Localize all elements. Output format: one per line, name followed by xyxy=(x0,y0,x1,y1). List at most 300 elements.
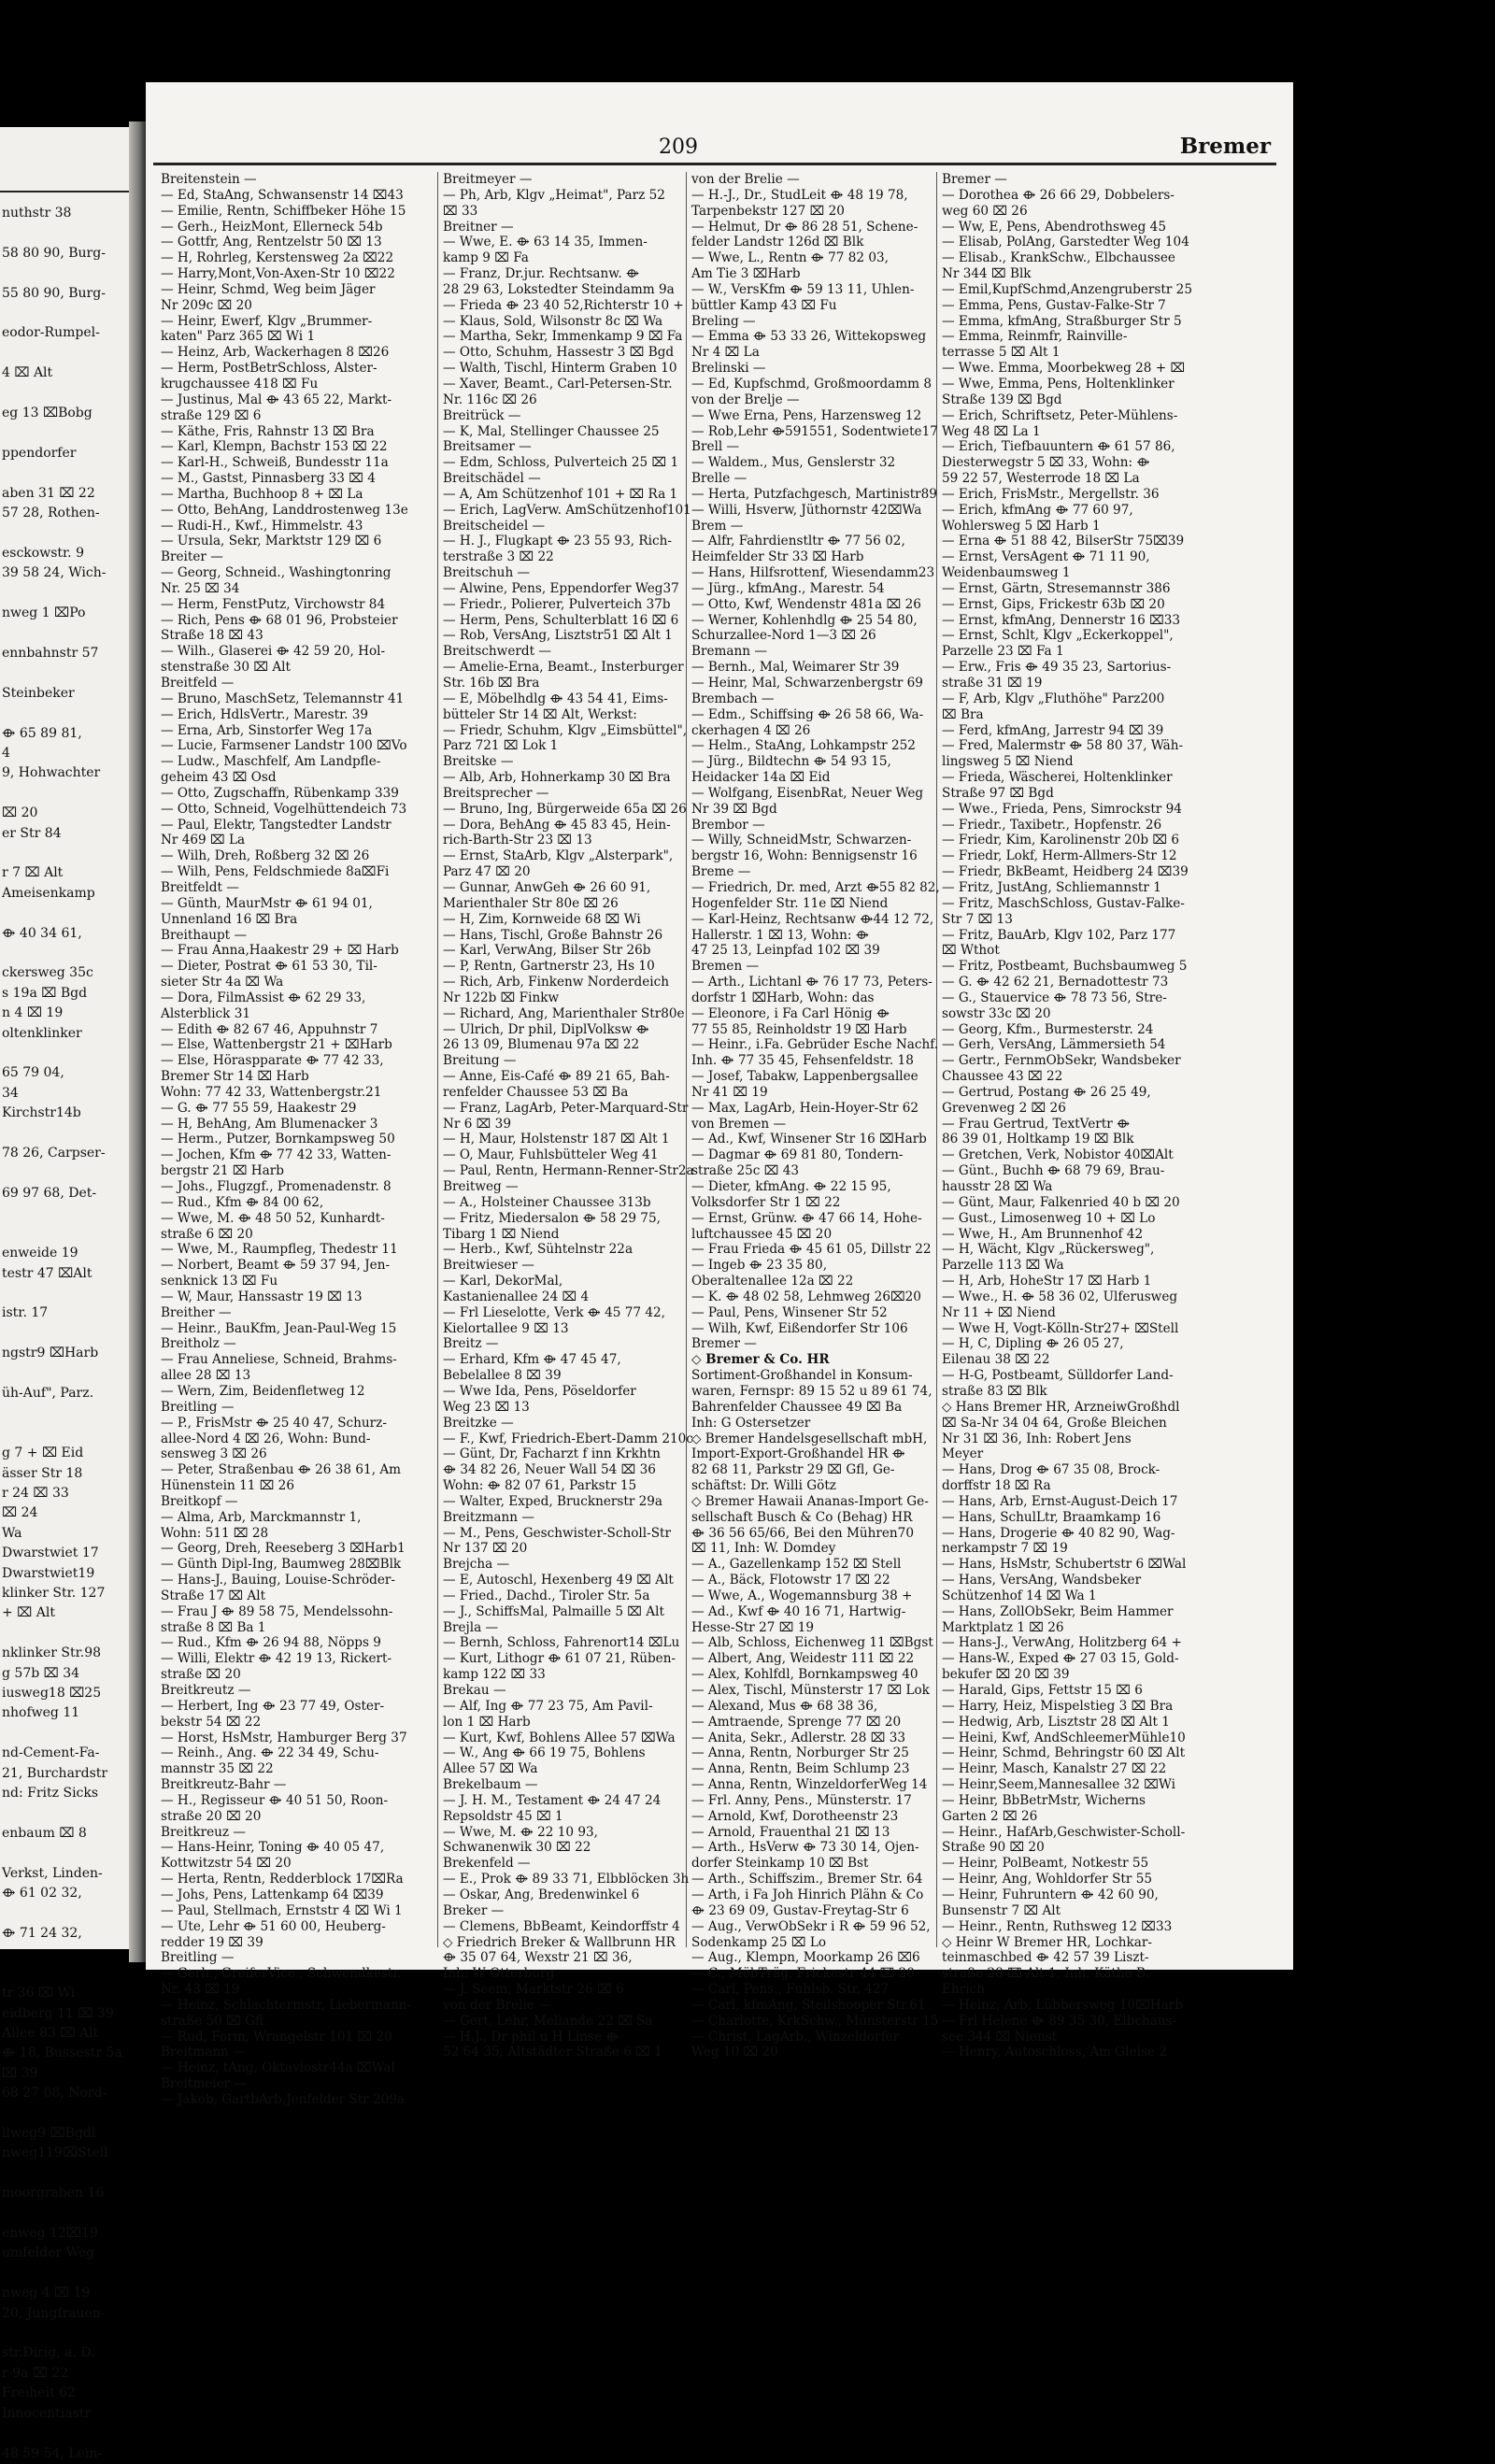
directory-entry-line: Nr 209c ⌧ 20 xyxy=(161,297,252,313)
directory-entry-line: — Karl-Heinz, Rechtsanw ⟴44 12 72, xyxy=(691,911,934,927)
directory-entry-line: — Friedrich, Dr. med, Arzt ⟴55 82 82, xyxy=(691,879,940,895)
left-fragment-line: enweide 19 xyxy=(2,1246,78,1261)
surname-heading: Brembor — xyxy=(691,817,765,833)
directory-entry-line: hausstr 28 ⌧ Wa xyxy=(942,1179,1053,1194)
directory-entry-line: — Erich, kfmAng ⟴ 77 60 97, xyxy=(942,502,1133,518)
surname-heading: Breitwieser — xyxy=(443,1258,534,1274)
directory-entry-line: Volksdorfer Str 1 ⌧ 22 xyxy=(691,1194,841,1210)
directory-entry-line: — Gust., Limosenweg 10 + ⌧ Lo xyxy=(942,1210,1156,1226)
directory-entry-line: ⌧ 11, Inh: W. Domdey xyxy=(691,1541,836,1557)
directory-entry-line: — Gertrud, Postang ⟴ 26 25 49, xyxy=(942,1084,1151,1100)
directory-entry-line: — Hans, VersAng, Wandsbeker xyxy=(942,1573,1142,1588)
left-fragment-line: Allee 83 ⌧ Alt xyxy=(2,2025,99,2041)
directory-entry-line: — H.-J., Dr., StudLeit ⟴ 48 19 78, xyxy=(691,187,908,203)
directory-entry-line: Hünenstein 11 ⌧ 26 xyxy=(161,1478,294,1494)
directory-entry-line: Nr 4 ⌧ La xyxy=(691,345,760,361)
directory-entry-line: — A., Bäck, Flotowstr 17 ⌧ 22 xyxy=(691,1573,890,1588)
directory-entry-line: — Herta, Rentn, Redderblock 17⌧Ra xyxy=(161,1872,404,1887)
directory-entry-line: — Rudi-H., Kwf., Himmelstr. 43 xyxy=(161,518,363,534)
directory-entry-line: 26 13 09, Blumenau 97a ⌧ 22 xyxy=(443,1037,640,1053)
directory-entry-line: — Willi, Hsverw, Jüthornstr 42⌧Wa xyxy=(691,502,922,518)
directory-entry-line: — Gottfr, Ang, Rentzelstr 50 ⌧ 13 xyxy=(161,235,382,250)
directory-entry-line: — Harald, Gips, Fettstr 15 ⌧ 6 xyxy=(942,1683,1143,1698)
directory-entry-line: — Elisab., KrankSchw., Elbchaussee xyxy=(942,250,1175,266)
left-fragment-line: ⟴ 65 89 81, xyxy=(2,725,82,741)
surname-heading: Bremer — xyxy=(691,1336,757,1352)
directory-entry-line: — Ernst, VersAgent ⟴ 71 11 90, xyxy=(942,549,1150,565)
surname-heading: Breitske — xyxy=(443,754,514,770)
directory-entry-line: 52 64 35, Altstädter Straße 6 ⌧ 1 xyxy=(443,2044,662,2060)
directory-entry-line: — Fritz, MaschSchloss, Gustav-Falke- xyxy=(942,895,1185,911)
directory-entry-line: — Heinr., Rentn, Ruthsweg 12 ⌧33 xyxy=(942,1918,1173,1934)
directory-entry-line: — Helm., StaAng, Lohkampstr 252 xyxy=(691,738,916,754)
directory-entry-line: allee-Nord 4 ⌧ 26, Wohn: Bund- xyxy=(161,1431,371,1446)
directory-entry-line: felder Landstr 126d ⌧ Blk xyxy=(691,235,864,250)
surname-heading: Breitscheidel — xyxy=(443,518,546,534)
directory-entry-line: — Heinr, Ang, Wohldorfer Str 55 xyxy=(942,1872,1152,1887)
directory-entry-line: — Heinr, Mal, Schwarzenbergstr 69 xyxy=(691,676,923,691)
left-fragment-line xyxy=(2,1164,122,1184)
directory-entry-line: — Ferd, kfmAng, Jarrestr 94 ⌧ 39 xyxy=(942,722,1164,738)
left-page-text xyxy=(2,204,122,2464)
left-fragment-line xyxy=(2,223,122,243)
directory-entry-line: — Martha, Buchhoop 8 + ⌧ La xyxy=(161,486,363,502)
directory-entry-line: — E, Autoschl, Hexenberg 49 ⌧ Alt xyxy=(443,1573,674,1588)
directory-entry-line: — Heinr, Schmd, Weg beim Jäger xyxy=(161,281,376,297)
directory-entry-line: — Frau J ⟴ 89 58 75, Mendelssohn- xyxy=(161,1603,393,1619)
directory-entry-line: — Wwe H, Vogt-Kölln-Str27+ ⌧Stell xyxy=(942,1320,1179,1336)
directory-entry-line: — Erhard, Kfm ⟴ 47 45 47, xyxy=(443,1352,621,1368)
left-fragment-line xyxy=(2,663,122,683)
directory-column-4 xyxy=(942,172,1205,2060)
directory-entry-line: straße 129 ⌧ 6 xyxy=(161,407,262,423)
directory-entry-line: — Anne, Eis-Café ⟴ 89 21 65, Bah- xyxy=(443,1069,670,1085)
surname-heading: Bremann — xyxy=(691,644,767,660)
directory-entry-line: — Hans-J., VerwAng, Holitzberg 64 + xyxy=(942,1635,1182,1651)
directory-entry-line: lon 1 ⌧ Harb xyxy=(443,1714,531,1730)
directory-entry-line: ⟴ 35 07 64, Wexstr 21 ⌧ 36, xyxy=(443,1950,633,1966)
directory-entry-line: dorfer Steinkamp 10 ⌧ Bst xyxy=(691,1856,869,1872)
directory-entry-line: Unnenland 16 ⌧ Bra xyxy=(161,911,298,927)
directory-entry-line: — Horst, HsMstr, Hamburger Berg 37 xyxy=(161,1730,407,1745)
directory-entry-line: Straße 97 ⌧ Bgd xyxy=(942,785,1054,801)
directory-entry-line: — Ulrich, Dr phil, DiplVolksw ⟴ xyxy=(443,1021,649,1037)
directory-entry-line: — Rich, Pens ⟴ 68 01 96, Probsteier xyxy=(161,612,398,628)
surname-heading: Breling — xyxy=(691,313,756,329)
directory-entry-line: — Günt, Maur, Falkenried 40 b ⌧ 20 xyxy=(942,1194,1180,1210)
left-fragment-line: ⟴ 71 24 32, xyxy=(2,1925,82,1941)
left-fragment-line: ennbahnstr 57 xyxy=(2,645,99,661)
left-fragment-line xyxy=(2,904,122,923)
directory-entry-line: — Erich, FrisMstr., Mergellstr. 36 xyxy=(942,486,1160,502)
left-page-fragment xyxy=(0,127,129,2461)
left-fragment-line: ⟴ 40 34 61, xyxy=(2,925,82,941)
directory-entry-line: — Elisab, PolAng, Garstedter Weg 104 xyxy=(942,235,1189,250)
directory-entry-line: Wohlersweg 5 ⌧ Harb 1 xyxy=(942,518,1101,534)
directory-entry-line: — Ernst, Gips, Frickestr 63b ⌧ 20 xyxy=(942,596,1165,612)
surname-heading: Brekelbaum — xyxy=(443,1777,538,1793)
directory-entry-line: — Alma, Arb, Marckmannstr 1, xyxy=(161,1509,362,1525)
left-fragment-line: r 7 ⌧ Alt xyxy=(2,865,64,881)
directory-entry-line: — Wilh, Dreh, Roßberg 32 ⌧ 26 xyxy=(161,848,370,864)
directory-entry-line: — Richard, Ang, Marienthaler Str80e xyxy=(443,1005,685,1021)
left-fragment-line xyxy=(2,1284,122,1303)
directory-entry-line: katen" Parz 365 ⌧ Wi 1 xyxy=(161,329,316,345)
directory-entry-line: — Edm, Schloss, Pulverteich 25 ⌧ 1 xyxy=(443,455,679,471)
directory-entry-line: — Walth, Tischl, Hinterm Graben 10 xyxy=(443,361,677,377)
directory-entry-line: — Wwe., Frieda, Pens, Simrockstr 94 xyxy=(942,801,1182,817)
left-fragment-line xyxy=(2,944,122,963)
directory-entry-line: 28 29 63, Lokstedter Steindamm 9a xyxy=(443,281,675,297)
left-fragment-line xyxy=(2,1044,122,1063)
directory-entry-line: — Otto, Schuhm, Hassestr 3 ⌧ Bgd xyxy=(443,345,675,361)
directory-entry-line: — Jochen, Kfm ⟴ 77 42 33, Watten- xyxy=(161,1147,392,1163)
surname-heading: Breme — xyxy=(691,864,751,880)
running-head: Bremer xyxy=(1179,134,1271,159)
surname-heading: Breitweg — xyxy=(443,1179,519,1194)
directory-entry-line: — Erich, LagVerw. AmSchützenhof101 xyxy=(443,502,691,518)
directory-entry-line: — Käthe, Fris, Rahnstr 13 ⌧ Bra xyxy=(161,423,375,439)
directory-entry-line: straße 83 ⌧ Blk xyxy=(942,1383,1047,1399)
directory-entry-line: Nr. 116c ⌧ 26 xyxy=(443,392,537,407)
left-fragment-line: ngstr9 ⌧Harb xyxy=(2,1346,99,1361)
directory-entry-line: — G. ⟴ 77 55 59, Haakestr 29 xyxy=(161,1100,357,1116)
surname-heading: Breithaupt — xyxy=(161,927,248,943)
directory-entry-line: — Xaver, Beamt., Carl-Petersen-Str. xyxy=(443,376,673,392)
directory-entry-line: — Rud, Form, Wrangelstr 101 ⌧ 20 xyxy=(161,2029,392,2044)
directory-entry-line: — Herb., Kwf, Sühtelnstr 22a xyxy=(443,1242,634,1258)
directory-entry-line: — Wwe, H., Am Brunnenhof 42 xyxy=(942,1226,1144,1242)
directory-entry-line: — O, Maur, Fuhlsbütteler Weg 41 xyxy=(443,1147,659,1163)
directory-entry-line: — J. H. M., Testament ⟴ 24 47 24 xyxy=(443,1792,662,1808)
directory-entry-line: Nr 39 ⌧ Bgd xyxy=(691,801,777,817)
left-fragment-line: iusweg18 ⌧25 xyxy=(2,1686,102,1702)
directory-entry-line: — Arth., Lichtanl ⟴ 76 17 73, Peters- xyxy=(691,975,933,990)
left-fragment-line xyxy=(2,2204,122,2224)
directory-entry-line: Weg 10 ⌧ 20 xyxy=(691,2044,778,2060)
directory-entry-line: — Friedr., Polierer, Pulverteich 37b xyxy=(443,596,671,612)
directory-entry-line: — H, BehAng, Am Blumenacker 3 xyxy=(161,1116,378,1132)
directory-entry-line: — Wolfgang, EisenbRat, Neuer Weg xyxy=(691,785,924,801)
surname-heading: Breitholz — xyxy=(161,1336,236,1352)
directory-entry-line: — Frau Frieda ⟴ 45 61 05, Dillstr 22 xyxy=(691,1242,932,1258)
directory-entry-line: Kielortallee 9 ⌧ 13 xyxy=(443,1320,569,1336)
directory-entry-line: — Herm., Putzer, Bornkampsweg 50 xyxy=(161,1132,395,1147)
directory-entry-line: straße 8 ⌧ Ba 1 xyxy=(161,1619,266,1635)
left-fragment-line xyxy=(2,524,122,544)
directory-entry-line: — Wwe, A., Wogemannsburg 38 + xyxy=(691,1588,913,1603)
directory-entry-line: Bunsenstr 7 ⌧ Alt xyxy=(942,1902,1061,1918)
directory-entry-line: terrasse 5 ⌧ Alt 1 xyxy=(942,345,1061,361)
directory-entry-line: — Oskar, Ang, Bredenwinkel 6 xyxy=(443,1887,640,1902)
directory-entry-line: bekufer ⌧ 20 ⌧ 39 xyxy=(942,1667,1070,1683)
directory-entry-line: — Heinz, Arb, Lübbersweg 10⌧Harb xyxy=(942,1997,1183,2013)
directory-entry-line: — Gert, Lehr, Mellande 22 ⌧ Sa xyxy=(443,2013,653,2029)
directory-entry-line: — Fried., Dachd., Tiroler Str. 5a xyxy=(443,1588,650,1603)
directory-entry-line: — Gerh, VersAng, Lämmersieth 54 xyxy=(942,1037,1166,1053)
directory-entry-line: — Heinr, PolBeamt, Notkestr 55 xyxy=(942,1856,1149,1872)
surname-heading: Breitzmann — xyxy=(443,1509,534,1525)
directory-entry-line: — Otto, Zugschaffn, Rübenkamp 339 xyxy=(161,785,399,801)
directory-entry-line: — G. ⟴ 42 62 21, Bernadottestr 73 xyxy=(942,975,1169,990)
directory-entry-line: ⌧ 33 xyxy=(443,203,478,219)
left-fragment-line xyxy=(2,1844,122,1863)
directory-entry-line: — Rob,Lehr ⟴591551, Sodentwiete17 xyxy=(691,423,938,439)
directory-entry-line: — Alb, Arb, Hohnerkamp 30 ⌧ Bra xyxy=(443,770,671,786)
directory-entry-line: — Gretchen, Verk, Nobistor 40⌧Alt xyxy=(942,1147,1174,1163)
directory-entry-line: — Paul, Elektr, Tangstedter Landstr xyxy=(161,817,392,833)
directory-entry-line: — Ursula, Sekr, Marktstr 129 ⌧ 6 xyxy=(161,534,382,549)
directory-entry-line: — Dora, BehAng ⟴ 45 83 45, Hein- xyxy=(443,817,671,833)
directory-entry-line: — A., Holsteiner Chaussee 313b xyxy=(443,1194,651,1210)
directory-entry-line: — Herm, PostBetrSchloss, Alster- xyxy=(161,361,377,377)
directory-entry-line: Nr 344 ⌧ Blk xyxy=(942,266,1032,282)
directory-entry-line: — Henry, Autoschloss, Am Gleise 2 xyxy=(942,2044,1167,2060)
left-fragment-line: nd-Cement-Fa- xyxy=(2,1745,100,1761)
surname-heading: von der Brelie — xyxy=(443,1997,551,2013)
directory-entry-line: terstraße 3 ⌧ 22 xyxy=(443,549,554,565)
directory-entry-line: — Ed, Kupfschmd, Großmoordamm 8 xyxy=(691,376,933,392)
directory-entry-line: Bebelallee 8 ⌧ 39 xyxy=(443,1368,562,1384)
directory-entry-line: redder 19 ⌧ 39 xyxy=(161,1934,263,1950)
directory-entry-line: — Norbert, Beamt ⟴ 59 37 94, Jen- xyxy=(161,1258,391,1274)
left-fragment-line: enbaum ⌧ 8 xyxy=(2,1825,87,1841)
directory-entry-line: — Max, LagArb, Hein-Hoyer-Str 62 xyxy=(691,1100,919,1116)
directory-entry-line: — Bruno, MaschSetz, Telemannstr 41 xyxy=(161,691,405,706)
surname-heading: Brekenfeld — xyxy=(443,1856,531,1872)
left-fragment-line: nweg119⌧Stell xyxy=(2,2145,108,2161)
left-fragment-line: 78 26, Carpser- xyxy=(2,1146,106,1161)
left-fragment-line: nweg 4 ⌧ 19 xyxy=(2,2286,91,2301)
directory-entry-line: — Heinr, BbBetrMstr, Wicherns xyxy=(942,1792,1146,1808)
directory-entry-line: Weg 23 ⌧ 13 xyxy=(443,1399,530,1415)
directory-entry-line: — Erna, Arb, Sinstorfer Weg 17a xyxy=(161,722,373,738)
directory-entry-line: Am Tie 3 ⌧Harb xyxy=(691,266,801,282)
directory-entry-line: — Gunnar, AnwGeh ⟴ 26 60 91, xyxy=(443,879,651,895)
directory-entry-line: — Christ, LagArb., Winzeldorfer xyxy=(691,2029,900,2044)
directory-entry-line: Schurzallee-Nord 1—3 ⌧ 26 xyxy=(691,628,876,644)
surname-heading: Breitmeier — xyxy=(161,2076,248,2092)
left-fragment-line: testr 47 ⌧Alt xyxy=(2,1265,93,1281)
directory-entry-line: — Heinz, Schlachtermstr, Liebermann- xyxy=(161,1997,411,2013)
directory-entry-line: — Paul, Pens, Winsener Str 52 xyxy=(691,1304,888,1320)
left-fragment-line: Kirchstr14b xyxy=(2,1105,81,1121)
directory-entry-line: Parz 47 ⌧ 20 xyxy=(443,864,531,880)
left-fragment-line: r 24 ⌧ 33 xyxy=(2,1486,69,1501)
directory-entry-line: Hallerstr. 1 ⌧ 13, Wohn: ⟴ xyxy=(691,927,869,943)
surname-heading: Breitling — xyxy=(161,1950,235,1966)
directory-entry-line: — Franz, LagArb, Peter-Marquard-Str xyxy=(443,1100,689,1116)
directory-entry-line: Parzelle 23 ⌧ Fa 1 xyxy=(942,644,1064,660)
directory-entry-line: Nr. 43 ⌧ 19 xyxy=(161,1982,240,1998)
directory-entry-line: — H, Arb, HoheStr 17 ⌧ Harb 1 xyxy=(942,1274,1152,1289)
directory-entry-line: — Heinr, Fuhruntern ⟴ 42 60 90, xyxy=(942,1887,1159,1902)
left-fragment-line: istr. 17 xyxy=(2,1305,49,1321)
left-fragment-line xyxy=(2,384,122,404)
directory-entry-line: — Erich, Tiefbauuntern ⟴ 61 57 86, xyxy=(942,439,1175,455)
directory-entry-line: — Kurt, Kwf, Bohlens Allee 57 ⌧Wa xyxy=(443,1730,676,1745)
directory-entry-line: Marktplatz 1 ⌧ 26 xyxy=(942,1619,1064,1635)
directory-entry-line: 82 68 11, Parkstr 29 ⌧ Gfl, Ge- xyxy=(691,1462,895,1478)
directory-entry-line: — Günt., Buchh ⟴ 68 79 69, Brau- xyxy=(942,1163,1165,1179)
left-fragment-line xyxy=(2,263,122,283)
left-fragment-line: + ⌧ Alt xyxy=(2,1605,55,1621)
directory-entry-line: Repsoldstr 45 ⌧ 1 xyxy=(443,1808,563,1824)
surname-heading: Brem — xyxy=(691,518,744,534)
directory-entry-line: ⟴ 36 56 65/66, Bei den Mühren70 xyxy=(691,1525,914,1541)
directory-entry-line: — Alex, Tischl, Münsterstr 17 ⌧ Lok xyxy=(691,1683,930,1698)
left-fragment-line xyxy=(2,304,122,323)
directory-entry-line: — Heinr., BauKfm, Jean-Paul-Weg 15 xyxy=(161,1320,397,1336)
directory-entry-line: — Paul, Rentn, Hermann-Renner-Str2a xyxy=(443,1163,694,1179)
left-fragment-line: er Str 84 xyxy=(2,825,62,841)
directory-entry-line: — Martha, Sekr, Immenkamp 9 ⌧ Fa xyxy=(443,329,683,345)
surname-heading: Brell — xyxy=(691,439,740,455)
left-fragment-line: ⟴ 18, Bussestr 5a xyxy=(2,2045,122,2061)
directory-entry-line: Garten 2 ⌧ 26 xyxy=(942,1808,1038,1824)
directory-entry-line: — Herbert, Ing ⟴ 23 77 49, Oster- xyxy=(161,1698,385,1714)
directory-entry-line: — Wwe, Emma, Pens, Holtenklinker xyxy=(942,376,1175,392)
directory-entry-line: dorffstr 18 ⌧ Ra xyxy=(942,1478,1051,1494)
surname-heading: Breitling — xyxy=(161,1399,235,1415)
directory-entry-line: — Hans, ZollObSekr, Beim Hammer xyxy=(942,1603,1174,1619)
left-fragment-line: ckersweg 35c xyxy=(2,965,93,981)
directory-entry-line: — Rud., Kfm ⟴ 84 00 62, xyxy=(161,1194,324,1210)
directory-entry-line: — Carl, kfmAng, Steilshooper Str.61 xyxy=(691,1997,926,2013)
directory-entry-line: — Erna ⟴ 51 88 42, BilserStr 75⌧39 xyxy=(942,534,1185,549)
left-fragment-line xyxy=(2,624,122,644)
left-fragment-line: Innocentiastr xyxy=(2,2405,92,2421)
directory-entry-line: — Rich, Arb, Finkenw Norderdeich xyxy=(443,975,669,990)
directory-entry-line: — Johs., Flugzgf., Promenadenstr. 8 xyxy=(161,1179,392,1194)
left-fragment-line: Dwarstwiet19 xyxy=(2,1565,95,1581)
directory-entry-line: luftchaussee 45 ⌧ 20 xyxy=(691,1226,833,1242)
directory-entry-line: — Fritz, Miedersalon ⟴ 58 29 75, xyxy=(443,1210,661,1226)
directory-entry-line: — Herta, Putzfachgesch, Martinistr89 xyxy=(691,486,937,502)
directory-entry-line: — Jakob, GartbArb,Jenfelder Str 209a xyxy=(161,2091,406,2107)
directory-entry-line: Bahrenfelder Chaussee 49 ⌧ Ba xyxy=(691,1399,903,1415)
directory-entry-line: — Kurt, Lithogr ⟴ 61 07 21, Rüben- xyxy=(443,1651,676,1667)
directory-entry-line: — J., SchiffsMal, Palmaille 5 ⌧ Alt xyxy=(443,1603,664,1619)
directory-entry-line: straße 25c ⌧ 43 xyxy=(691,1163,800,1179)
directory-entry-line: Nr 41 ⌧ 19 xyxy=(691,1084,768,1100)
left-fragment-line: n 4 ⌧ 19 xyxy=(2,1005,64,1021)
directory-entry-line: straße 28 ⌧ Alt 1, Inh: Käthe B. xyxy=(942,1966,1150,1982)
directory-entry-line: straße 6 ⌧ 20 xyxy=(161,1226,253,1242)
directory-entry-line: — Walter, Exped, Brucknerstr 29a xyxy=(443,1493,663,1509)
directory-entry-line: Meyer xyxy=(942,1446,984,1462)
directory-entry-line: — Heinr, Ewerf, Klgv „Brummer- xyxy=(161,313,373,329)
directory-entry-line: — Willy, SchneidMstr, Schwarzen- xyxy=(691,833,912,848)
left-fragment-line: tr 36 ⌧ Wi xyxy=(2,1986,76,2001)
directory-entry-line: schäftst: Dr. Willi Götz xyxy=(691,1478,836,1494)
directory-entry-line: Diesterwegstr 5 ⌧ 33, Wohn: ⟴ xyxy=(942,455,1150,471)
left-fragment-line xyxy=(2,1804,122,1824)
directory-page xyxy=(146,82,1293,2107)
directory-entry-line: — Karl, DekorMal, xyxy=(443,1274,563,1289)
left-fragment-line xyxy=(2,1964,122,1984)
directory-entry-line: Parz 721 ⌧ Lok 1 xyxy=(443,738,559,754)
directory-entry-line: waren, Fernspr: 89 15 52 u 89 61 74, xyxy=(691,1383,933,1399)
left-fragment-line: nklinker Str.98 xyxy=(2,1645,102,1661)
directory-entry-line: — Ludw., Maschfelf, Am Landpfle- xyxy=(161,754,381,770)
directory-entry-line: Nr 122b ⌧ Finkw xyxy=(443,990,560,1005)
directory-entry-line: — Justinus, Mal ⟴ 43 65 22, Markt- xyxy=(161,392,392,407)
directory-entry-line: Grevenweg 2 ⌧ 26 xyxy=(942,1100,1066,1116)
left-fragment-line: 65 79 04, xyxy=(2,1065,64,1081)
directory-entry-line: — Frl Helene ⟴ 89 35 30, Elbchaus- xyxy=(942,2013,1177,2029)
directory-entry-line: — Friedr, Schuhm, Klgv „Eimsbüttel", xyxy=(443,722,688,738)
directory-entry-line: — Frieda ⟴ 23 40 52,Richterstr 10 + xyxy=(443,297,684,313)
directory-entry-line: — K. ⟴ 48 02 58, Lehmweg 26⌧20 xyxy=(691,1289,921,1304)
left-fragment-line: nd: Fritz Sicks xyxy=(2,1786,99,1802)
directory-entry-line: — Reinh., Ang. ⟴ 22 34 49, Schu- xyxy=(161,1745,379,1761)
left-fragment-line: str.Dirig, a. D. xyxy=(2,2345,95,2361)
directory-entry-line: — Arth, i Fa Joh Hinrich Plähn & Co xyxy=(691,1887,924,1902)
directory-entry-line: — H, Zim, Kornweide 68 ⌧ Wi xyxy=(443,911,641,927)
directory-entry-line: — H. J., Flugkapt ⟴ 23 55 93, Rich- xyxy=(443,534,672,549)
directory-entry-line: — Helmut, Dr ⟴ 86 28 51, Schene- xyxy=(691,219,918,235)
directory-entry-line: — Fritz, JustAng, Schliemannstr 1 xyxy=(942,879,1161,895)
directory-entry-line: Alsterblick 31 xyxy=(161,1005,251,1021)
directory-entry-line: ⟴ 34 82 26, Neuer Wall 54 ⌧ 36 xyxy=(443,1462,656,1478)
directory-entry-line: bergstr 16, Wohn: Bennigsenstr 16 xyxy=(691,848,918,864)
left-fragment-line: eodor-Rumpel- xyxy=(2,325,100,341)
directory-entry-line: — Ute, Lehr ⟴ 51 60 00, Heuberg- xyxy=(161,1918,386,1934)
directory-entry-line: — Waldem., Mus, Genslerstr 32 xyxy=(691,455,896,471)
directory-entry-line: — Karl, Klempn, Bachstr 153 ⌧ 22 xyxy=(161,439,388,455)
directory-entry-line: — Heinr,Seem,Mannesallee 32 ⌧Wi xyxy=(942,1777,1175,1793)
directory-entry-line: ◇ Bremer Handelsgesellschaft mbH, xyxy=(691,1431,928,1446)
directory-entry-line: kamp 9 ⌧ Fa xyxy=(443,250,529,266)
directory-entry-line: — Jürg., Bildtechn ⟴ 54 93 15, xyxy=(691,754,891,770)
directory-entry-line: — Friedr, Lokf, Herm-Allmers-Str 12 xyxy=(942,848,1177,864)
directory-entry-line: — W, Maur, Hanssastr 19 ⌧ 13 xyxy=(161,1289,363,1304)
directory-entry-line: — Alfr, Fahrdienstltr ⟴ 77 56 02, xyxy=(691,534,905,549)
directory-entry-line: — Alexand, Mus ⟴ 68 38 36, xyxy=(691,1698,878,1714)
directory-entry-line: — Ad., Kwf, Winsener Str 16 ⌧Harb xyxy=(691,1132,927,1147)
directory-entry-line: — Arth., HsVerw ⟴ 73 30 14, Ojen- xyxy=(691,1840,919,1856)
directory-entry-line: — Anna, Rentn, Beim Schlump 23 xyxy=(691,1761,910,1777)
directory-entry-line: ◇ Friedrich Breker & Wallbrunn HR xyxy=(443,1934,676,1950)
directory-entry-line: ◇ Hans Bremer HR, ArzneiwGroßhdl xyxy=(942,1399,1180,1415)
directory-entry-line: — Wern, Zim, Beidenfletweg 12 xyxy=(161,1383,365,1399)
directory-entry-line: — H, Wächt, Klgv „Rückersweg", xyxy=(942,1242,1155,1258)
directory-entry-line: Inh: W Otterburg xyxy=(443,1966,555,1982)
left-fragment-line xyxy=(2,1624,122,1644)
left-fragment-line: nuthstr 38 xyxy=(2,206,72,221)
directory-entry-line: — Alf, Ing ⟴ 77 23 75, Am Pavil- xyxy=(443,1698,653,1714)
left-fragment-line xyxy=(2,1403,122,1423)
directory-entry-line: büttler Kamp 43 ⌧ Fu xyxy=(691,297,837,313)
directory-entry-line: Weidenbaumsweg 1 xyxy=(942,565,1071,581)
directory-entry-line: allee 28 ⌧ 13 xyxy=(161,1368,251,1384)
directory-entry-line: — W., VersKfm ⟴ 59 13 11, Uhlen- xyxy=(691,281,915,297)
directory-entry-line: Wohn: ⟴ 82 07 61, Parkstr 15 xyxy=(443,1478,637,1494)
directory-entry-line: bekstr 54 ⌧ 22 xyxy=(161,1714,262,1730)
directory-entry-line: Bremer Str 14 ⌧ Harb xyxy=(161,1069,309,1085)
directory-entry-line: — Dieter, Postrat ⟴ 61 53 30, Til- xyxy=(161,959,377,975)
directory-entry-line: — C., MöbTräg, Frickestr 44 ⌧ 20 xyxy=(691,1966,915,1982)
directory-entry-line: Eilenau 38 ⌧ 22 xyxy=(942,1352,1050,1368)
directory-entry-line: — Anna, Rentn, Norburger Str 25 xyxy=(691,1745,909,1761)
left-fragment-line: 57 28, Rothen- xyxy=(2,506,100,521)
directory-entry-line: mannstr 35 ⌧ 22 xyxy=(161,1761,274,1777)
surname-heading: Brelinski — xyxy=(691,361,766,377)
left-fragment-line: 4 xyxy=(2,745,10,761)
directory-entry-line: — Harry, Heiz, Mispelstieg 3 ⌧ Bra xyxy=(942,1698,1174,1714)
directory-entry-line: — Ph, Arb, Klgv „Heimat", Parz 52 xyxy=(443,187,665,203)
